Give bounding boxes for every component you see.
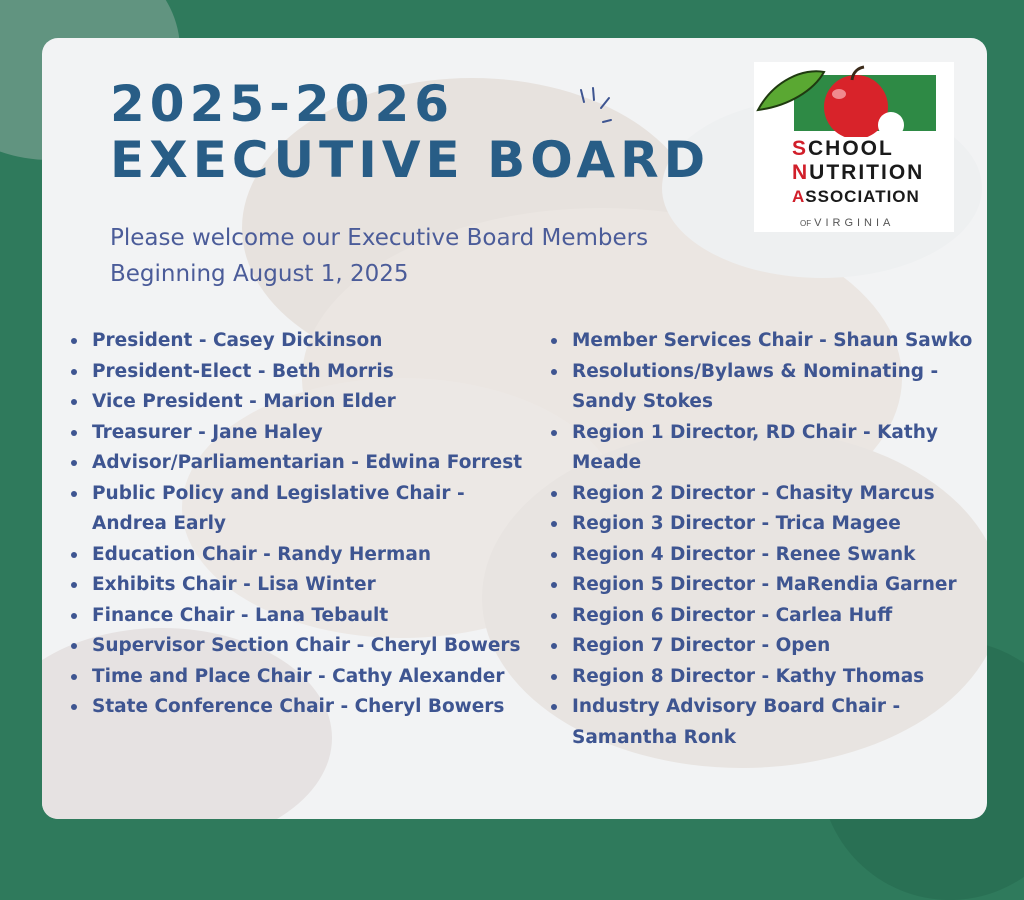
list-item: Industry Advisory Board Chair - Samantha Ronk <box>550 692 980 753</box>
subtitle <box>110 220 648 292</box>
logo-word-nutrition: UTRITION <box>809 161 925 184</box>
list-item: Region 3 Director - Trica Magee <box>550 509 980 540</box>
apple-logo-icon <box>754 62 954 137</box>
announcement-card <box>42 38 987 819</box>
list-item: President-Elect - Beth Morris <box>70 357 540 388</box>
subtitle-welcome: Please welcome our Executive Board Members <box>110 225 649 251</box>
list-item: State Conference Chair - Cheryl Bowers <box>70 692 540 723</box>
list-item: Region 4 Director - Renee Swank <box>550 540 980 571</box>
logo-word-virginia: VIRGINIA <box>814 217 895 229</box>
list-item: Resolutions/Bylaws & Nominating - Sandy Stokes <box>550 357 980 418</box>
list-item: Region 1 Director, RD Chair - Kathy Meade <box>550 418 980 479</box>
page-title <box>110 76 710 188</box>
list-item: Region 5 Director - MaRendia Garner <box>550 570 980 601</box>
list-item: Education Chair - Randy Herman <box>70 540 540 571</box>
logo-word-school: CHOOL <box>808 137 894 160</box>
list-item: Region 6 Director - Carlea Huff <box>550 601 980 632</box>
logo-word-of: OF <box>800 219 812 228</box>
list-item: Public Policy and Legislative Chair - Andrea Early <box>70 479 540 540</box>
list-item: Treasurer - Jane Haley <box>70 418 540 449</box>
board-members-list-right <box>550 326 980 753</box>
list-item: Time and Place Chair - Cathy Alexander <box>70 662 540 693</box>
subtitle-date: Beginning August 1, 2025 <box>110 261 409 287</box>
list-item: Member Services Chair - Shaun Sawko <box>550 326 980 357</box>
logo-initial-a: A <box>792 187 806 206</box>
logo-word-association: SSOCIATION <box>805 187 920 206</box>
list-item: Advisor/Parliamentarian - Edwina Forrest <box>70 448 540 479</box>
title-heading: EXECUTIVE BOARD <box>110 131 711 189</box>
list-item: Finance Chair - Lana Tebault <box>70 601 540 632</box>
list-item: Vice President - Marion Elder <box>70 387 540 418</box>
title-year: 2025-2026 <box>110 75 455 133</box>
sparkle-burst-icon <box>575 80 615 140</box>
list-item: Region 8 Director - Kathy Thomas <box>550 662 980 693</box>
list-item: Exhibits Chair - Lisa Winter <box>70 570 540 601</box>
list-item: President - Casey Dickinson <box>70 326 540 357</box>
list-item: Region 7 Director - Open <box>550 631 980 662</box>
board-members-list-left <box>70 326 540 723</box>
sna-virginia-logo <box>754 62 954 232</box>
logo-initial-s: S <box>792 137 809 160</box>
logo-initial-n: N <box>792 161 810 184</box>
list-item: Region 2 Director - Chasity Marcus <box>550 479 980 510</box>
list-item: Supervisor Section Chair - Cheryl Bowers <box>70 631 540 662</box>
